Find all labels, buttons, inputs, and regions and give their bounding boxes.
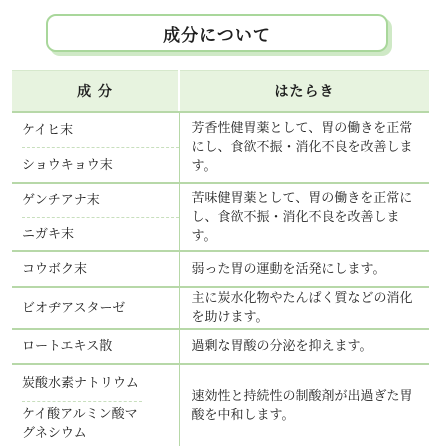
ingredient-cell [12,112,179,183]
function-text: 苦味健胃薬として、胃の働きを正常にし、食欲不振・消化不良を改善します。 [191,190,413,244]
function-cell [179,112,429,183]
table-row [12,287,429,329]
section-title-box [46,14,392,56]
function-text: 速効性と持続性の制酸剤が出過ぎた胃酸を中和します。 [191,388,413,423]
header-function: はたらき [179,71,429,113]
function-cell [179,183,429,251]
table-row [12,183,429,251]
header-ingredient: 成 分 [12,71,179,113]
function-text: 芳香性健胃薬として、胃の働きを正常にし、食欲不振・消化不良を改善します。 [191,121,413,174]
ingredient-name: ビオヂアスターゼ [12,287,179,329]
function-text: 弱った胃の運動を活発にします。 [179,251,429,287]
ingredient-name: ケイヒ末 [22,122,74,138]
page-title: 成分について [46,14,388,52]
table-header-row [12,71,429,113]
ingredient-cell [12,183,179,251]
table-row [12,329,429,364]
ingredient-name: 炭酸水素ナトリウム [22,375,139,391]
function-cell [179,364,429,446]
ingredient-name: ゲンチアナ末 [22,193,100,208]
ingredient-name: コウボク末 [12,251,179,287]
function-text: 過剰な胃酸の分泌を抑えます。 [179,329,429,364]
table-row [12,112,429,183]
ingredient-name: ロートエキス散 [12,329,179,364]
table-row [12,364,429,446]
ingredient-cell [12,364,179,446]
ingredient-name: ニガキ末 [22,217,179,250]
ingredient-name: ケイ酸アルミン酸マグネシウム [22,401,142,446]
table-row [12,251,429,287]
ingredients-table [12,70,429,446]
function-text: 主に炭水化物やたんぱく質などの消化を助けます。 [179,287,429,329]
ingredient-name: ショウキョウ末 [22,147,179,182]
